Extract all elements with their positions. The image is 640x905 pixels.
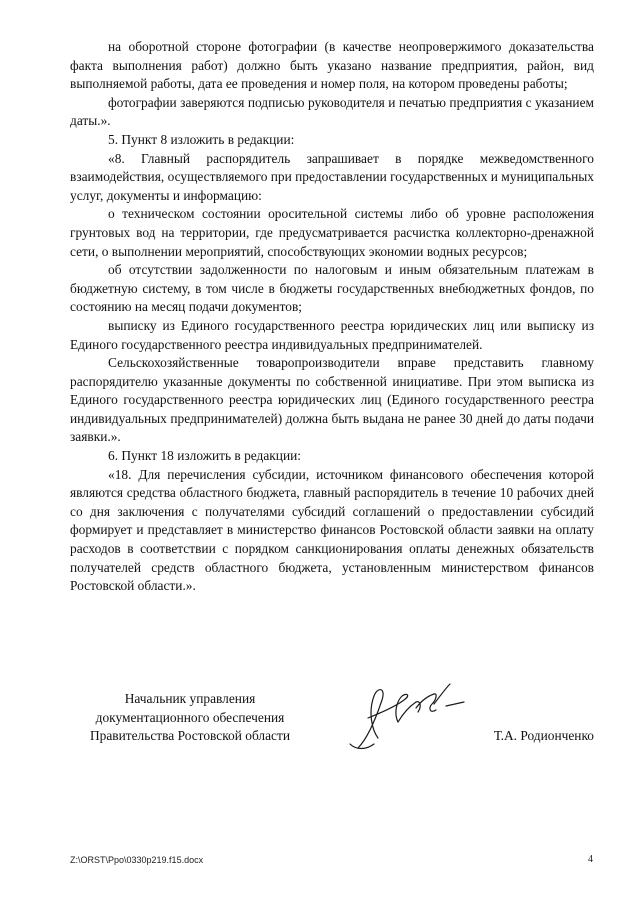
signatory-title — [70, 690, 310, 746]
paragraph: 6. Пункт 18 изложить в редакции: — [108, 448, 302, 464]
paragraph: Сельскохозяйственные товаропроизводители вправе представить главному распорядителю указанные документы по собственной инициативе. При этом выписка из Единого государственного реестра юридических лиц (Единого государственного реестра индивидуальных предпринимателей) должна быть выдана не ранее 30 дней до даты подачи заявки.». — [70, 355, 594, 445]
file-path: Z:\ORST\Ppo\0330p219.f15.docx — [70, 855, 204, 865]
paragraph: 5. Пункт 8 изложить в редакции: — [108, 131, 295, 147]
paragraph: об отсутствии задолженности по налоговым и иным обязательным платежам в бюджетную систему, в том числе в бюджеты государственных внебюджетных фондов, по состоянию на месяц подачи документов; — [70, 262, 594, 315]
signatory-name: Т.А. Родионченко — [493, 728, 594, 743]
page-number: 4 — [588, 854, 593, 865]
paragraph: на оборотной стороне фотографии (в качестве неопровержимого доказательства факта выполнения работ) должно быть указано название предприятия, район, вид выполняемой работы, дата ее проведения и номер поля, на котором проведены работы; — [70, 39, 594, 92]
signatory-title-line: документационного обеспечения — [95, 709, 285, 725]
handwritten-signature — [338, 678, 478, 758]
signatory-title-line: Правительства Ростовской области — [89, 728, 291, 744]
document-body — [70, 38, 594, 596]
paragraph: «8. Главный распорядитель запрашивает в порядке межведомственного взаимодействия, осуществляемого при предоставлении государственных и муниципальных услуг, документы и информацию: — [70, 150, 594, 203]
paragraph: о техническом состоянии оросительной системы либо об уровне расположения грунтовых вод на территории, где предусматривается расчистка коллекторно-дренажной сети, о выполнении мероприятий, способствующих экономии водных ресурсов; — [70, 206, 594, 259]
paragraph: фотографии заверяются подписью руководителя и печатью предприятия с указанием даты.». — [70, 94, 594, 129]
signature-block — [70, 690, 594, 770]
paragraph: выписку из Единого государственного реестра юридических лиц или выписку из Единого государственного реестра индивидуальных предпринимателей. — [70, 317, 594, 352]
signatory-title-line: Начальник управления — [124, 691, 256, 706]
paragraph: «18. Для перечисления субсидии, источником финансового обеспечения которой являются средства областного бюджета, главный распорядитель в течение 10 рабочих дней со дня заключения с получателями субсидий соглашений о предоставлении субсидий формирует и представляет в министерство финансов Ростовской области заявки на оплату расходов в соответствии с порядком санкционирования оплаты денежных обязательств получателей средств областного бюджета, установленным министерством финансов Ростовской области.». — [70, 466, 594, 594]
